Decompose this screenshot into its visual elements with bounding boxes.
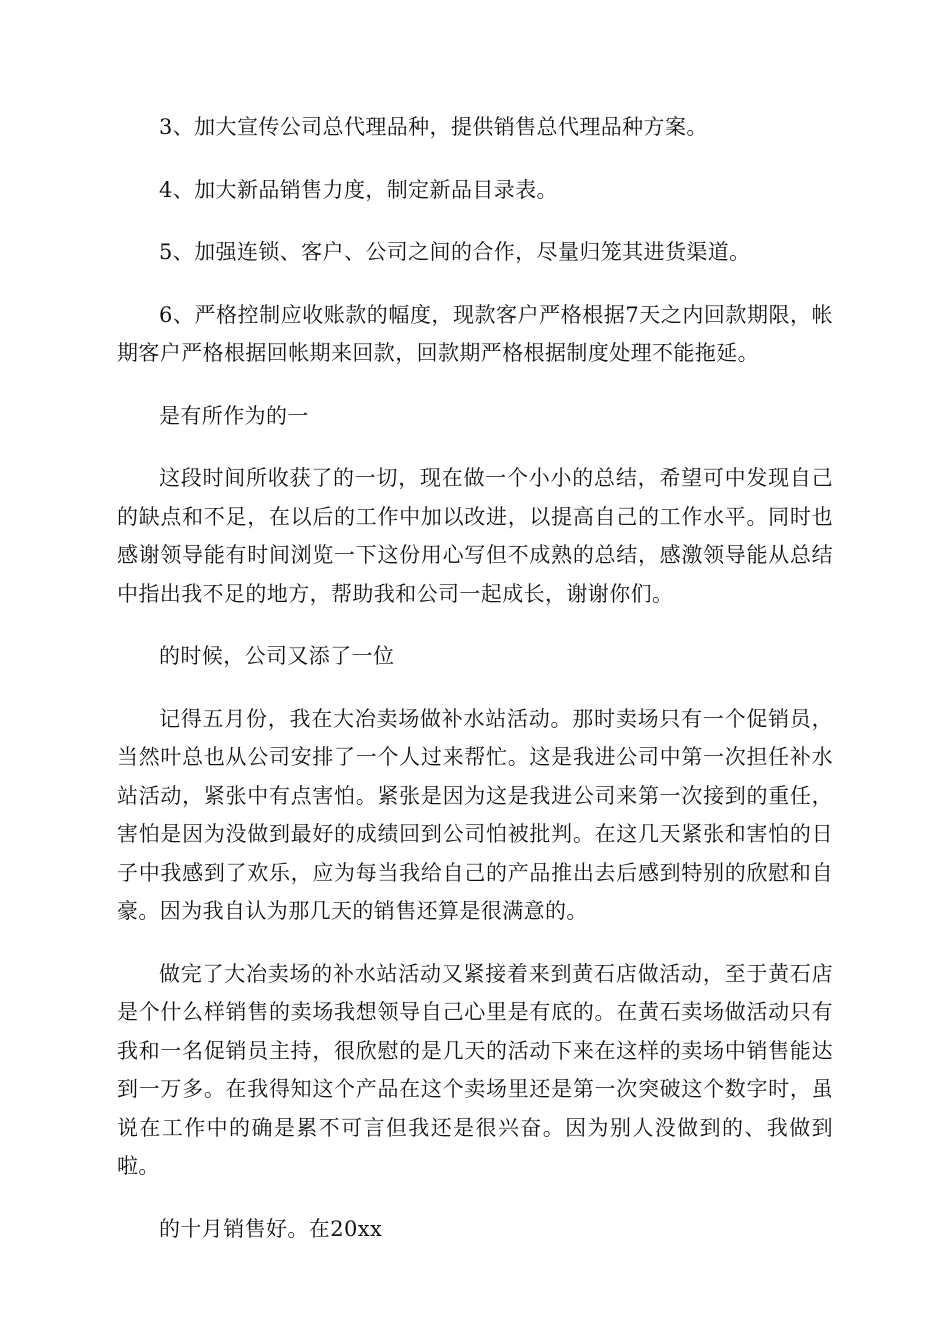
paragraph-fragment-2: 的时候，公司又添了一位 bbox=[159, 644, 395, 668]
paragraph-item-4: 4、加大新品销售力度，制定新品目录表。 bbox=[159, 177, 558, 202]
paragraph-fragment-3: 的十月销售好。在20xx bbox=[159, 1216, 383, 1241]
paragraph-may-activity: 记得五月份，我在大冶卖场做补水站活动。那时卖场只有一个促销员，当然叶总也从公司安排了一个人过来帮忙。这是我进公司中第一次担任补水站活动，紧张中有点害怕。紧张是因为这是我进公司来第一次接到的重任，害怕是因为没做到最好的成绩回到公司怕被批判。在这几天紧张和害怕的日子中我感到了欢乐，应为每当我给自己的产品推出去后感到特别的欣慰和自豪。因为我自认为那几天的销售还算是很满意的。 bbox=[117, 706, 833, 923]
paragraph-huangshi-activity: 做完了大冶卖场的补水站活动又紧接着来到黄石店做活动，至于黄石店是个什么样销售的卖场我想领导自己心里是有底的。在黄石卖场做活动只有我和一名促销员主持，很欣慰的是几天的活动下来在这样的卖场中销售能达到一万多。在我得知这个产品在这个卖场里还是第一次突破这个数字时，虽说在工作中的确是累不可言但我还是很兴奋。因为别人没做到的、我做到啦。 bbox=[117, 961, 833, 1178]
paragraph-item-6: 6、严格控制应收账款的幅度，现款客户严格根据7天之内回款期限，帐期客户严格根据回帐期来回款，回款期严格根据制度处理不能拖延。 bbox=[117, 302, 833, 365]
paragraph-item-5: 5、加强连锁、客户、公司之间的合作，尽量归笼其进货渠道。 bbox=[159, 240, 751, 264]
document-page bbox=[117, 108, 833, 1272]
paragraph-summary: 这段时间所收获了的一切，现在做一个小小的总结，希望可中发现自己的缺点和不足，在以后的工作中加以改进，以提高自己的工作水平。同时也感谢领导能有时间浏览一下这份用心写但不成熟的总结，感激领导能从总结中指出我不足的地方，帮助我和公司一起成长，谢谢你们。 bbox=[117, 466, 833, 606]
paragraph-item-3: 3、加大宣传公司总代理品种，提供销售总代理品种方案。 bbox=[159, 115, 708, 139]
paragraph-fragment-1: 是有所作为的一 bbox=[159, 403, 309, 428]
